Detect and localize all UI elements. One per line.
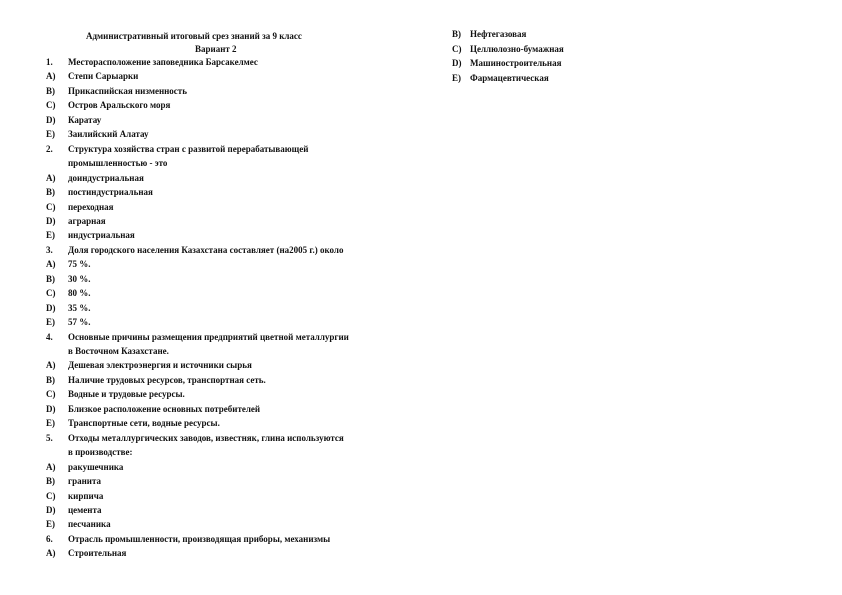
- item-text: кирпича: [68, 490, 104, 501]
- item-marker: Е): [46, 418, 55, 429]
- item-marker: В): [452, 29, 461, 39]
- item-marker: D): [46, 215, 56, 226]
- item-marker: С): [46, 100, 56, 111]
- item-marker: 3.: [46, 244, 53, 255]
- question-line: [46, 303, 91, 314]
- item-text: Транспортные сети, водные ресурсы.: [68, 418, 220, 429]
- item-text: цемента: [68, 504, 102, 515]
- question-line: [46, 418, 220, 429]
- item-text: гранита: [68, 476, 101, 487]
- question-line: [46, 389, 185, 400]
- item-marker: С): [46, 490, 56, 501]
- item-text: Близкое расположение основных потребителей: [68, 403, 261, 414]
- item-marker: Е): [46, 317, 55, 328]
- question-line: [46, 476, 101, 487]
- item-marker: D): [46, 302, 56, 313]
- item-text: Заилийский Алатау: [68, 129, 149, 140]
- item-marker: Е): [46, 129, 55, 140]
- item-text: песчаника: [68, 519, 111, 530]
- item-marker: D): [46, 114, 56, 125]
- item-marker: С): [46, 201, 56, 212]
- question-line: [46, 548, 126, 559]
- item-text: аграрная: [68, 215, 106, 226]
- question-line: [46, 534, 330, 545]
- question-line: [46, 360, 252, 371]
- item-text: в производстве:: [68, 447, 133, 458]
- item-text: Структура хозяйства стран с развитой перерабатывающей: [68, 143, 309, 154]
- question-line: [46, 317, 91, 328]
- item-marker: В): [46, 374, 55, 385]
- item-marker: В): [46, 476, 55, 487]
- question-line: [46, 505, 102, 516]
- item-marker: 5.: [46, 432, 53, 443]
- item-marker: 2.: [46, 143, 53, 154]
- item-text: переходная: [68, 201, 114, 212]
- item-marker: В): [46, 85, 55, 96]
- document-title: Административный итоговый срез знаний за 9 класс: [86, 31, 302, 41]
- item-text: 80 %.: [68, 288, 91, 299]
- item-marker: А): [46, 172, 56, 183]
- question-line: [46, 144, 308, 155]
- item-marker: Е): [452, 72, 461, 83]
- item-marker: С): [46, 389, 56, 400]
- variant-label: Вариант 2: [195, 44, 237, 54]
- question-line: [46, 202, 114, 213]
- item-text: Водные и трудовые ресурсы.: [68, 389, 185, 400]
- question-line: [46, 86, 187, 97]
- question-line: [46, 346, 169, 357]
- question-line: [452, 44, 564, 55]
- item-marker: А): [46, 360, 56, 371]
- item-text: в Восточном Казахстане.: [68, 346, 169, 356]
- item-text: Прикаспийская низменность: [68, 85, 187, 96]
- question-line: [46, 245, 343, 256]
- item-marker: В): [46, 187, 55, 198]
- item-text: ракушечника: [68, 461, 124, 472]
- item-text: Фармацевтическая: [470, 72, 549, 83]
- question-line: [46, 462, 123, 473]
- question-line: [46, 447, 132, 458]
- question-line: [46, 491, 103, 502]
- item-marker: 4.: [46, 331, 53, 342]
- item-text: Отходы металлургических заводов, известняк, глина используются: [68, 432, 344, 443]
- question-line: [46, 288, 91, 299]
- item-text: Дешевая электроэнергия и источники сырья: [68, 360, 252, 371]
- item-text: постиндустриальная: [68, 187, 153, 198]
- item-text: Машиностроительная: [470, 58, 562, 68]
- question-line: [452, 58, 561, 69]
- question-line: [46, 216, 106, 227]
- item-marker: D): [452, 58, 462, 68]
- item-text: Доля городского населения Казахстана составляет (на2005 г.) около: [68, 244, 344, 255]
- item-text: Строительная: [68, 548, 127, 559]
- item-text: доиндустриальная: [68, 172, 144, 183]
- item-text: Степи Сарыарки: [68, 71, 139, 82]
- item-marker: 6.: [46, 533, 53, 544]
- item-marker: D): [46, 504, 56, 515]
- item-marker: В): [46, 273, 55, 284]
- item-text: 30 %.: [68, 273, 91, 284]
- item-text: индустриальная: [68, 230, 135, 241]
- item-marker: С): [452, 43, 462, 54]
- question-line: [46, 404, 260, 415]
- item-marker: А): [46, 259, 56, 270]
- item-text: промышленностью - это: [68, 158, 168, 169]
- item-marker: А): [46, 461, 56, 472]
- question-line: [46, 332, 349, 343]
- item-text: 35 %.: [68, 302, 91, 313]
- item-text: Основные причины размещения предприятий цветной металлургии: [68, 331, 349, 342]
- question-line: [46, 519, 111, 530]
- question-line: [46, 230, 135, 241]
- question-line: [46, 187, 153, 198]
- question-line: [46, 71, 138, 82]
- item-marker: Е): [46, 230, 55, 241]
- question-line: [46, 115, 101, 126]
- question-line: [46, 129, 149, 140]
- question-line: [452, 73, 549, 84]
- item-marker: А): [46, 71, 56, 82]
- question-line: [46, 158, 167, 169]
- question-line: [46, 375, 266, 386]
- question-line: [46, 57, 258, 68]
- item-text: Наличие трудовых ресурсов, транспортная сеть.: [68, 374, 266, 385]
- item-text: 57 %.: [68, 317, 91, 328]
- item-marker: А): [46, 548, 56, 559]
- item-text: Нефтегазовая: [470, 29, 527, 39]
- question-line: [46, 100, 170, 111]
- item-marker: D): [46, 403, 56, 414]
- item-text: Целлюлозно-бумажная: [470, 43, 564, 54]
- item-marker: С): [46, 288, 56, 299]
- question-line: [46, 259, 91, 270]
- question-line: [452, 29, 526, 40]
- item-marker: Е): [46, 519, 55, 530]
- question-line: [46, 173, 144, 184]
- item-text: Каратау: [68, 114, 102, 125]
- item-marker: 1.: [46, 57, 53, 67]
- item-text: Отрасль промышленности, производящая приборы, механизмы: [68, 533, 331, 544]
- question-line: [46, 433, 344, 444]
- item-text: Остров Аральского моря: [68, 100, 171, 111]
- item-text: Месторасположение заповедника Барсакелмес: [68, 57, 258, 67]
- question-line: [46, 274, 91, 285]
- item-text: 75 %.: [68, 259, 91, 270]
